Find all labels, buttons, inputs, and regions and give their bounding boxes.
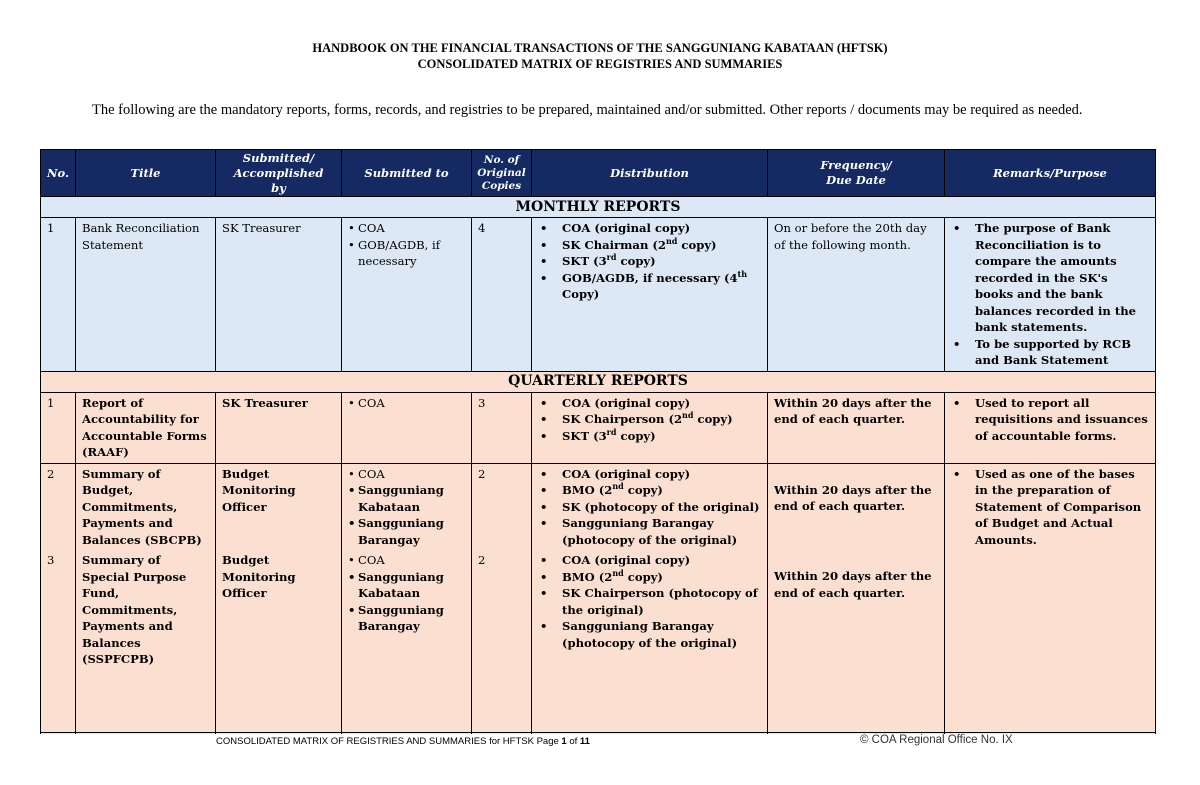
submitted-to-item: • COA (348, 395, 465, 412)
registries-matrix-table (40, 149, 1156, 734)
section-quarterly (41, 371, 1156, 392)
distribution-item: • SK Chairman (2nd copy) (538, 237, 761, 254)
row-copies: 2 (472, 550, 532, 734)
footer-page-info: CONSOLIDATED MATRIX OF REGISTRIES AND SUMMARIES for HFTSK Page 1 of 11 (216, 736, 590, 747)
row-copies: 4 (472, 218, 532, 372)
submitted-to-item: • Sangguniang Kabataan (348, 482, 465, 515)
section-title-quarterly: QUARTERLY REPORTS (41, 371, 1156, 392)
table-row (41, 218, 1156, 372)
row-remarks (945, 463, 1156, 734)
col-header-submitted-by: Submitted/ Accomplished by (216, 150, 342, 197)
table-row (41, 463, 1156, 550)
row-no: 3 (41, 550, 76, 734)
footer-divider (40, 732, 1155, 733)
col-header-frequency: Frequency/ Due Date (768, 150, 945, 197)
row-no: 2 (41, 463, 76, 550)
distribution-item: • Sangguniang Barangay (photocopy of the original) (538, 515, 761, 548)
submitted-to-item: • COA (348, 552, 465, 569)
document-title (0, 40, 1200, 72)
row-submitted-to (342, 463, 472, 550)
row-remarks (945, 218, 1156, 372)
row-distribution (532, 550, 768, 734)
row-frequency-text: Within 20 days after the end of each quarter. (774, 482, 932, 513)
row-frequency: On or before the 20th day of the following month. (768, 218, 945, 372)
distribution-item: • SK (photocopy of the original) (538, 499, 761, 516)
submitted-to-item: • Sangguniang Barangay (348, 602, 465, 635)
row-submitted-to (342, 218, 472, 372)
remarks-item: • Used as one of the bases in the preparation of Statement of Comparison of Budget and Actual Amounts. (951, 466, 1149, 549)
section-title-monthly: MONTHLY REPORTS (41, 197, 1156, 218)
row-submitted-by: Budget Monitoring Officer (216, 463, 342, 550)
col-header-remarks: Remarks/Purpose (945, 150, 1156, 197)
table-row (41, 392, 1156, 463)
distribution-item: • SKT (3rd copy) (538, 253, 761, 270)
col-header-submitted-to: Submitted to (342, 150, 472, 197)
footer-copyright: © COA Regional Office No. IX (860, 734, 1013, 746)
distribution-item: • COA (original copy) (538, 466, 761, 483)
row-copies: 3 (472, 392, 532, 463)
row-copies: 2 (472, 463, 532, 550)
row-title: Report of Accountability for Accountable Forms (RAAF) (76, 392, 216, 463)
submitted-to-item: • COA (348, 466, 465, 483)
submitted-to-item: • COA (348, 220, 465, 237)
distribution-item: • BMO (2nd copy) (538, 569, 761, 586)
distribution-item: • GOB/AGDB, if necessary (4th Copy) (538, 270, 761, 303)
submitted-to-item: • Sangguniang Barangay (348, 515, 465, 548)
remarks-item: • To be supported by RCB and Bank Statement (951, 336, 1149, 369)
distribution-item: • SK Chairperson (photocopy of the original) (538, 585, 761, 618)
row-remarks (945, 392, 1156, 463)
row-title: Summary of Budget, Commitments, Payments and Balances (SBCPB) (76, 463, 216, 550)
row-frequency (768, 550, 945, 734)
remarks-item: • Used to report all requisitions and issuances of accountable forms. (951, 395, 1149, 445)
col-header-title: Title (76, 150, 216, 197)
distribution-item: • SKT (3rd copy) (538, 428, 761, 445)
row-no: 1 (41, 218, 76, 372)
row-no: 1 (41, 392, 76, 463)
row-title: Summary of Special Purpose Fund, Commitments, Payments and Balances (SSPFCPB) (76, 550, 216, 734)
col-header-distribution: Distribution (532, 150, 768, 197)
distribution-item: • COA (original copy) (538, 220, 761, 237)
row-submitted-by: Budget Monitoring Officer (216, 550, 342, 734)
submitted-to-item: • Sangguniang Kabataan (348, 569, 465, 602)
row-distribution (532, 463, 768, 550)
row-distribution (532, 218, 768, 372)
row-submitted-by: SK Treasurer (216, 218, 342, 372)
col-header-copies: No. of Original Copies (472, 150, 532, 197)
row-distribution (532, 392, 768, 463)
distribution-item: • BMO (2nd copy) (538, 482, 761, 499)
row-frequency-text: Within 20 days after the end of each quarter. (774, 569, 932, 600)
row-submitted-to (342, 392, 472, 463)
distribution-item: • Sangguniang Barangay (photocopy of the original) (538, 618, 761, 651)
section-monthly (41, 197, 1156, 218)
row-frequency (768, 463, 945, 550)
row-title: Bank Reconciliation Statement (76, 218, 216, 372)
distribution-item: • SK Chairperson (2nd copy) (538, 411, 761, 428)
row-submitted-by: SK Treasurer (216, 392, 342, 463)
table-header-row (41, 150, 1156, 197)
distribution-item: • COA (original copy) (538, 552, 761, 569)
remarks-item: • The purpose of Bank Reconciliation is to compare the amounts recorded in the SK's books and the bank balances recorded in the bank statements. (951, 220, 1149, 336)
footer-page-total: 11 (579, 736, 590, 747)
row-submitted-to (342, 550, 472, 734)
footer-page-number: 1 (561, 736, 567, 747)
submitted-to-item: • GOB/AGDB, if necessary (348, 237, 465, 270)
distribution-item: • COA (original copy) (538, 395, 761, 412)
intro-paragraph: The following are the mandatory reports, forms, records, and registries to be prepared, maintained and/or submitted. Other reports / documents may be required as needed. (92, 102, 1083, 118)
title-line-2: CONSOLIDATED MATRIX OF REGISTRIES AND SUMMARIES (417, 57, 783, 71)
row-frequency: Within 20 days after the end of each quarter. (768, 392, 945, 463)
col-header-no: No. (41, 150, 76, 197)
title-line-1: HANDBOOK ON THE FINANCIAL TRANSACTIONS OF THE SANGGUNIANG KABATAAN (HFTSK) (312, 41, 888, 55)
